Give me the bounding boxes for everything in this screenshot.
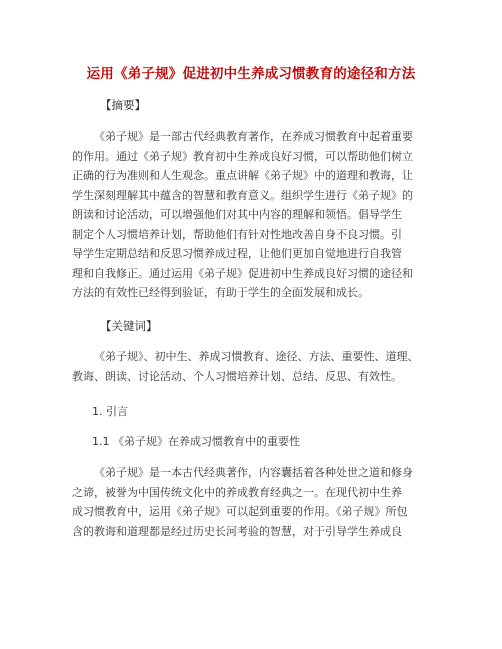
body-line: 《弟子规》是一本古代经典著作，内容囊括着各种处世之道和修身: [94, 466, 413, 479]
keywords-label: 【关键词】: [100, 319, 158, 333]
keywords-line: 教诲、朗读、讨论活动、个人习惯培养计划、总结、反思、有效性。: [72, 369, 402, 383]
body-paragraph: [72, 463, 436, 541]
abstract-line: 制定个人习惯培养计划，帮助他们有针对性地改善自身不良习惯。引: [72, 227, 402, 241]
abstract-line: 方法的有效性已经得到验证，有助于学生的全面发展和成长。: [72, 286, 369, 299]
abstract-line: 正确的行为准则和人生观念。重点讲解《弟子规》中的道理和教诲，让: [72, 169, 413, 182]
body-line: 成习惯教育中，运用《弟子规》可以起到重要的作用。《弟子规》所包: [72, 505, 408, 518]
section-heading-1: 1. 引言: [92, 405, 128, 418]
abstract-line: 的作用。通过《弟子规》教育初中生养成良好习惯，可以帮助他们树立: [72, 149, 413, 163]
abstract-paragraph: [72, 127, 436, 303]
body-line: 含的教诲和道理都是经过历史长河考验的智慧，对于引导学生养成良: [72, 524, 402, 538]
abstract-line: 学生深刻理解其中蕴含的智慧和教育意义。组织学生进行《弟子规》的: [72, 188, 413, 202]
abstract-label: 【摘要】: [100, 98, 146, 112]
abstract-line: 导学生定期总结和反思习惯养成过程，让他们更加自觉地进行自我管: [72, 247, 402, 260]
section-heading-1-1: 1.1 《弟子规》在养成习惯教育中的重要性: [92, 435, 300, 448]
body-line: 之谛，被誉为中国传统文化中的养成教育经典之一。在现代初中生养: [72, 485, 402, 499]
keywords-paragraph: [72, 347, 436, 386]
document-title: 运用《弟子规》促进初中生养成习惯教育的途径和方法: [86, 66, 416, 82]
keywords-line: 《弟子规》、初中生、养成习惯教育、途径、方法、重要性、道理、: [94, 350, 419, 363]
abstract-line: 《弟子规》是一部古代经典教育著作，在养成习惯教育中起着重要: [94, 130, 413, 143]
abstract-line: 朗读和讨论活动，可以增强他们对其中内容的理解和领悟。倡导学生: [72, 208, 402, 221]
abstract-line: 理和自我修正。通过运用《弟子规》促进初中生养成良好习惯的途径和: [72, 266, 413, 280]
